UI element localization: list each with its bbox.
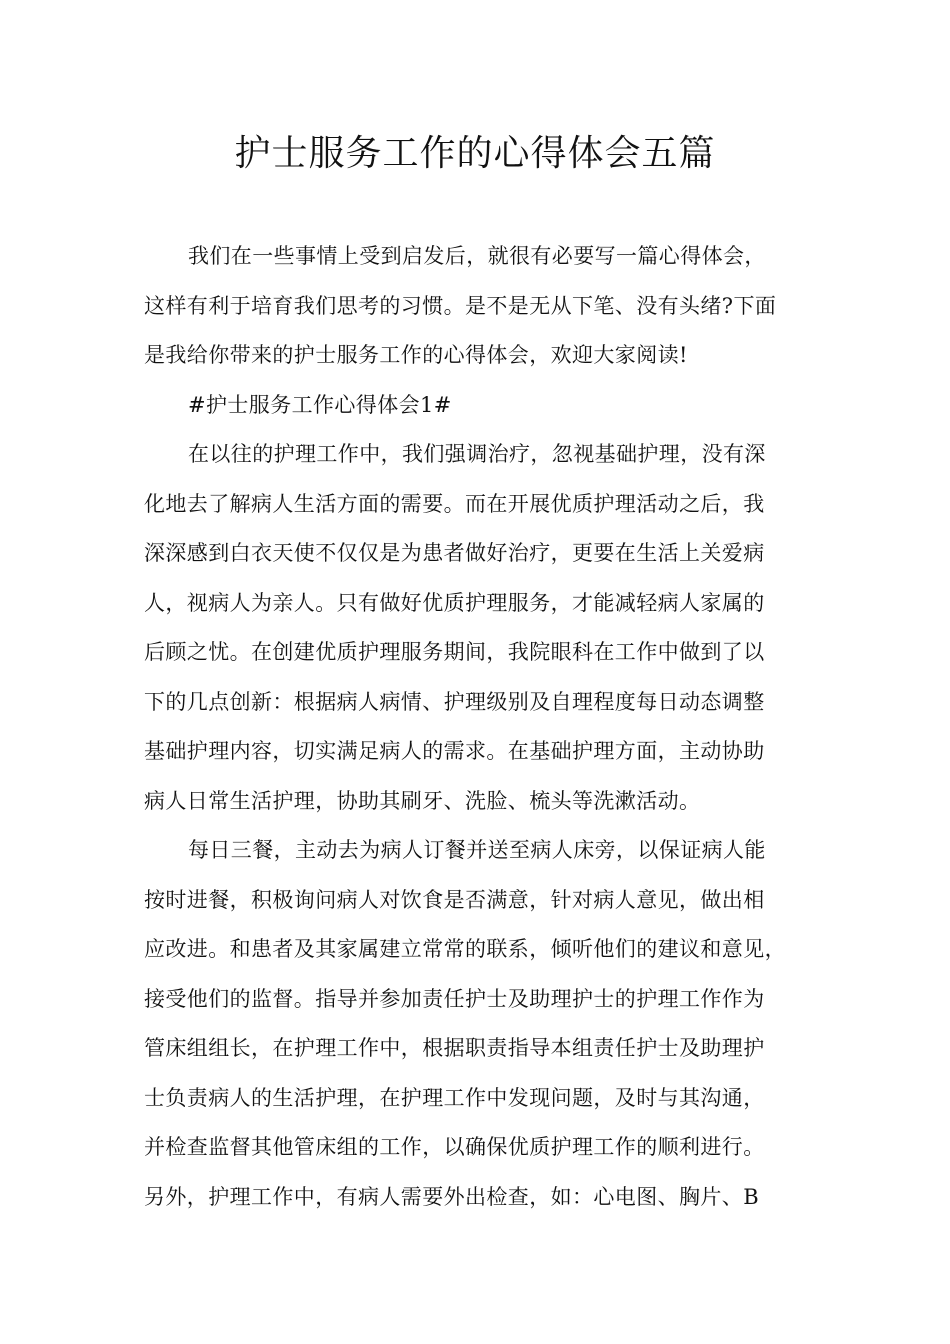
section-heading: #护士服务工作心得体会1# [188,392,452,417]
paragraph-line: 化地去了解病人生活方面的需要。而在开展优质护理活动之后，我 [144,491,765,516]
paragraph-line: 应改进。和患者及其家属建立常常的联系，倾听他们的建议和意见， [144,937,786,961]
paragraph-line: 这样有利于培育我们思考的习惯。是不是无从下笔、没有头绪?下面 [144,293,777,318]
paragraph-line: 深深感到白衣天使不仅仅是为患者做好治疗，更要在生活上关爱病 [144,541,765,565]
paragraph-line: 是我给你带来的护士服务工作的心得体会，欢迎大家阅读! [144,343,688,367]
paragraph-line: 管床组组长，在护理工作中，根据职责指导本组责任护士及助理护 [144,1036,765,1060]
paragraph-line: 按时进餐，积极询问病人对饮食是否满意，针对病人意见，做出相 [144,887,765,912]
paragraph-line: 人，视病人为亲人。只有做好优质护理服务，才能减轻病人家属的 [144,590,765,615]
document-body [144,232,824,1222]
paragraph-line: 在以往的护理工作中，我们强调治疗，忽视基础护理，没有深 [188,442,766,466]
paragraph-line: 病人日常生活护理，协助其刷牙、洗脸、梳头等洗漱活动。 [144,788,701,813]
paragraph-line: 基础护理内容，切实满足病人的需求。在基础护理方面，主动协助 [144,739,765,763]
paragraph-line: 接受他们的监督。指导并参加责任护士及助理护士的护理工作作为 [144,986,765,1011]
paragraph-line: 并检查监督其他管床组的工作，以确保优质护理工作的顺利进行。 [144,1135,765,1159]
paragraph-line: 下的几点创新：根据病人病情、护理级别及自理程度每日动态调整 [144,689,765,714]
paragraph-line: 后顾之忧。在创建优质护理服务期间，我院眼科在工作中做到了以 [144,640,765,664]
paragraph-line: 另外，护理工作中，有病人需要外出检查，如：心电图、胸片、B [144,1184,760,1209]
paragraph-line: 每日三餐，主动去为病人订餐并送至病人床旁，以保证病人能 [188,838,766,862]
paragraph-line: 我们在一些事情上受到启发后，就很有必要写一篇心得体会， [188,244,766,268]
paragraph-line: 士负责病人的生活护理，在护理工作中发现问题，及时与其沟通， [144,1085,765,1110]
document-title: 护士服务工作的心得体会五篇 [234,133,716,174]
